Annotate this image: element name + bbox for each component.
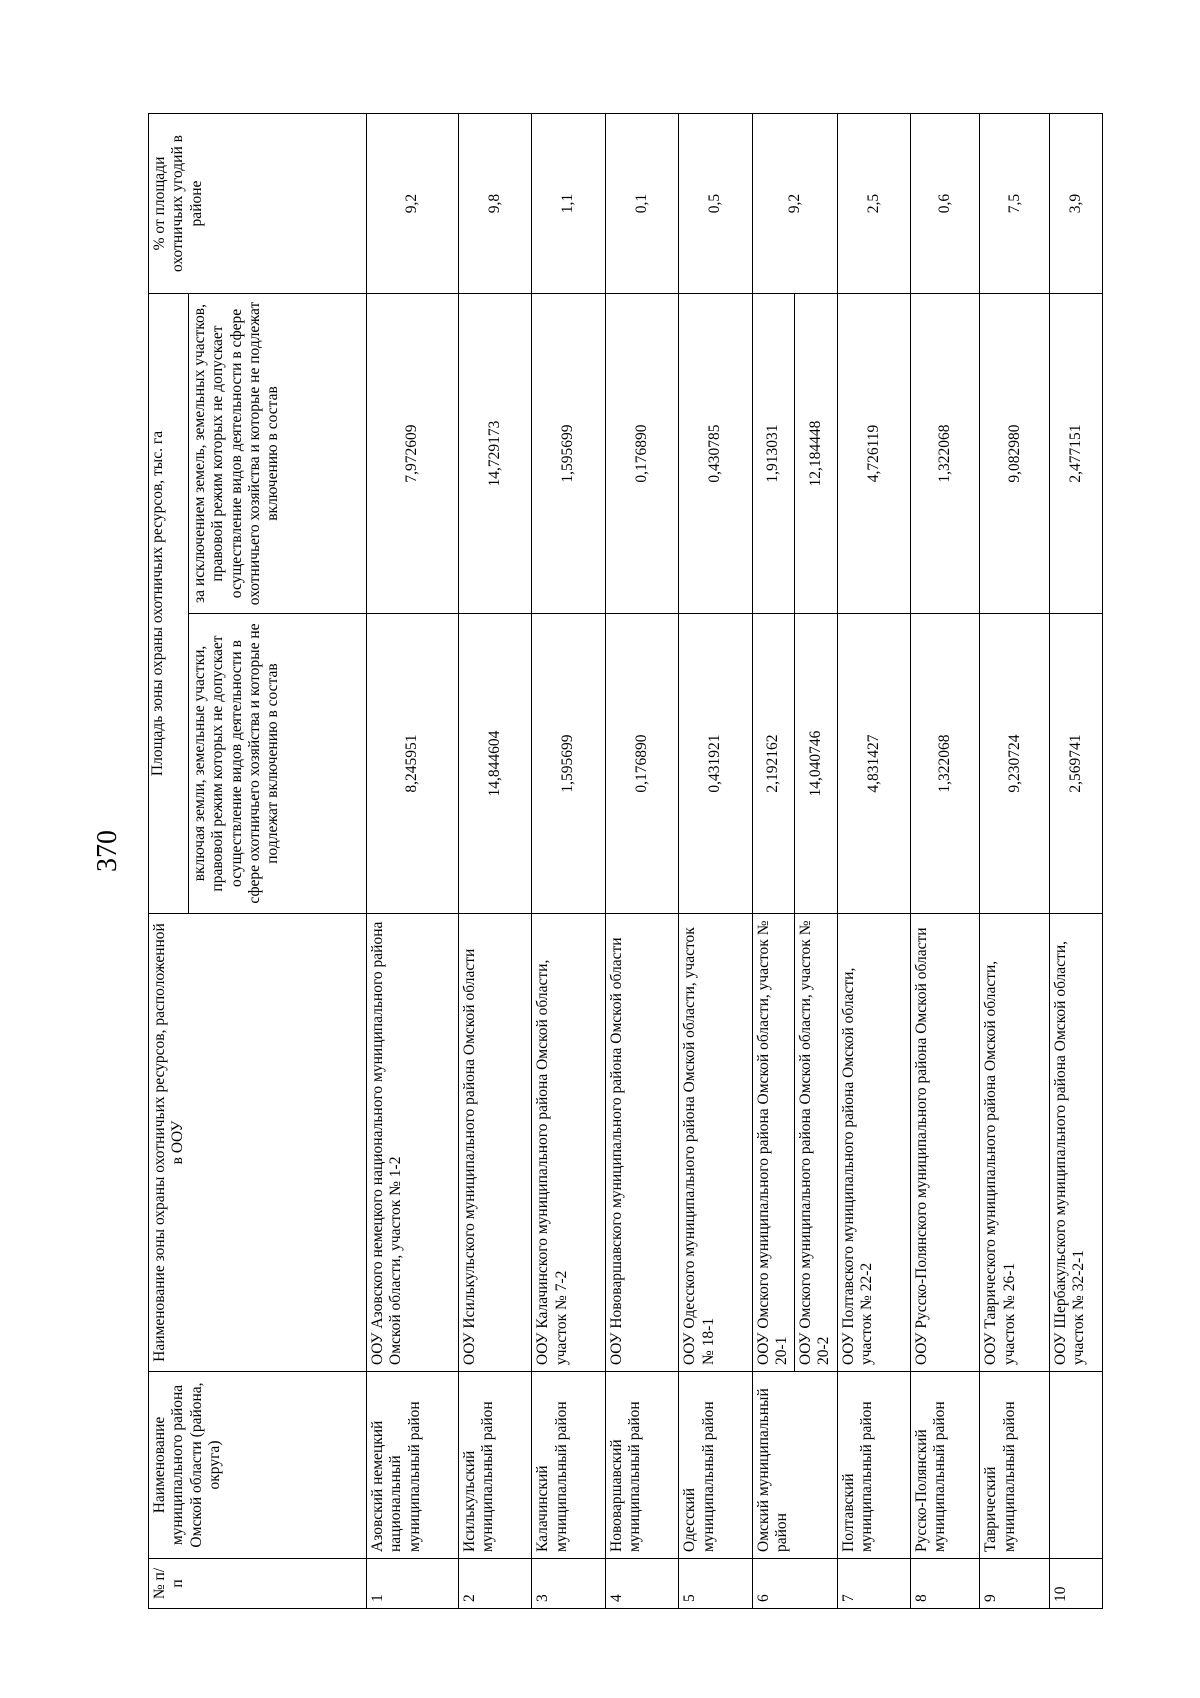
zone-name: ООУ Азовского немецкого национального муниципального района Омской области, участок № 1-2 xyxy=(367,914,459,1372)
area-incl-value: 8,245951 xyxy=(367,614,459,914)
percent-value: 7,5 xyxy=(980,114,1049,294)
row-index: 2 xyxy=(458,1559,531,1609)
percent-value: 3,9 xyxy=(1049,114,1102,294)
area-incl-value: 1,595699 xyxy=(532,614,605,914)
zone-name: ООУ Нововаршавского муниципального района Омской области xyxy=(605,914,678,1372)
area-incl-value: 4,831427 xyxy=(837,614,910,914)
district-name: Калачинский муниципальный район xyxy=(532,1372,605,1559)
percent-value: 9,2 xyxy=(367,114,459,294)
table-row xyxy=(605,114,678,1609)
area-incl-value: 0,176890 xyxy=(605,614,678,914)
district-name xyxy=(1049,1372,1102,1559)
area-incl-value: 14,844604 xyxy=(458,614,531,914)
zone-name: ООУ Таврического муниципального района Омской области, участок № 26-1 xyxy=(980,914,1049,1372)
area-incl-value: 9,230724 xyxy=(980,614,1049,914)
district-name: Одесский муниципальный район xyxy=(679,1372,752,1559)
zone-name: ООУ Русско-Полянского муниципального района Омской области xyxy=(911,914,980,1372)
row-index: 6 xyxy=(752,1559,837,1609)
area-excl-value: 0,176890 xyxy=(605,294,678,614)
area-excl-value: 9,082980 xyxy=(980,294,1049,614)
area-excl-value: 1,322068 xyxy=(911,294,980,614)
area-incl-value: 2,569741 xyxy=(1049,614,1102,914)
table-row xyxy=(367,114,459,1609)
zone-name: ООУ Омского муниципального района Омской области, участок № 20-2 xyxy=(795,914,837,1372)
district-name: Азовский немецкий национальный муниципальный район xyxy=(367,1372,459,1559)
header-area-group: Площадь зоны охраны охотничьих ресурсов, тыс. га xyxy=(149,294,189,914)
row-index: 7 xyxy=(837,1559,910,1609)
area-excl-value: 4,726119 xyxy=(837,294,910,614)
zone-name: ООУ Омского муниципального района Омской области, участок № 20-1 xyxy=(752,914,794,1372)
row-index: 5 xyxy=(679,1559,752,1609)
area-incl-value: 2,192162 xyxy=(752,614,794,914)
percent-value: 9,2 xyxy=(752,114,837,294)
percent-value: 2,5 xyxy=(837,114,910,294)
area-incl-value: 1,322068 xyxy=(911,614,980,914)
area-incl-value: 14,040746 xyxy=(795,614,837,914)
table-row xyxy=(458,114,531,1609)
table-row xyxy=(837,114,910,1609)
area-excl-value: 12,184448 xyxy=(795,294,837,614)
zone-name: ООУ Полтавского муниципального района Омской области, участок № 22-2 xyxy=(837,914,910,1372)
table-row xyxy=(679,114,752,1609)
header-area-incl: включая земли, земельные участки, правовой режим которых не допускает осуществление видов деятельности в сфере охотничьего хозяйства и которые не подлежат включению в состав xyxy=(189,614,367,914)
district-name: Таврический муниципальный район xyxy=(980,1372,1049,1559)
area-excl-value: 7,972609 xyxy=(367,294,459,614)
header-area-excl: за исключением земель, земельных участков, правовой режим которых не допускает осуществление видов деятельности в сфере охотничьего хозяйства и которые не подлежат включению в состав xyxy=(189,294,367,614)
table-row xyxy=(911,114,980,1609)
zone-name: ООУ Шербакульского муниципального района Омской области, участок № 32-2-1 xyxy=(1049,914,1102,1372)
area-excl-value: 0,430785 xyxy=(679,294,752,614)
area-excl-value: 1,595699 xyxy=(532,294,605,614)
district-name: Русско-Полянский муниципальный район xyxy=(911,1372,980,1559)
hunting-zones-table xyxy=(148,113,1103,1609)
district-name: Омский муниципальный район xyxy=(752,1372,837,1559)
area-excl-value: 1,913031 xyxy=(752,294,794,614)
percent-value: 0,5 xyxy=(679,114,752,294)
area-excl-value: 14,729173 xyxy=(458,294,531,614)
row-index: 4 xyxy=(605,1559,678,1609)
area-excl-value: 2,477151 xyxy=(1049,294,1102,614)
row-index: 3 xyxy=(532,1559,605,1609)
area-incl-value: 0,431921 xyxy=(679,614,752,914)
district-name: Нововаршавский муниципальный район xyxy=(605,1372,678,1559)
zone-name: ООУ Одесского муниципального района Омской области, участок № 18-1 xyxy=(679,914,752,1372)
district-name: Полтавский муниципальный район xyxy=(837,1372,910,1559)
table-row xyxy=(1049,114,1102,1609)
row-index: 1 xyxy=(367,1559,459,1609)
row-index: 10 xyxy=(1049,1559,1102,1609)
table-container xyxy=(148,114,1200,1602)
row-index: 9 xyxy=(980,1559,1049,1609)
table-row xyxy=(532,114,605,1609)
header-zone-name: Наименование зоны охраны охотничьих ресурсов, расположенной в ООУ xyxy=(149,914,367,1372)
page-number: 370 xyxy=(92,830,123,872)
percent-value: 1,1 xyxy=(532,114,605,294)
percent-value: 0,1 xyxy=(605,114,678,294)
header-percent: % от площади охотничьих угодий в районе xyxy=(149,114,367,294)
district-name: Исилькульский муниципальный район xyxy=(458,1372,531,1559)
header-district: Наименование муниципального района Омской области (района, округа) xyxy=(149,1372,367,1559)
percent-value: 9,8 xyxy=(458,114,531,294)
header-idx: № п/п xyxy=(149,1559,367,1609)
zone-name: ООУ Исилькульского муниципального района Омской области xyxy=(458,914,531,1372)
table-row xyxy=(752,114,794,1609)
percent-value: 0,6 xyxy=(911,114,980,294)
zone-name: ООУ Калачинского муниципального района Омской области, участок № 7-2 xyxy=(532,914,605,1372)
table-row xyxy=(980,114,1049,1609)
row-index: 8 xyxy=(911,1559,980,1609)
